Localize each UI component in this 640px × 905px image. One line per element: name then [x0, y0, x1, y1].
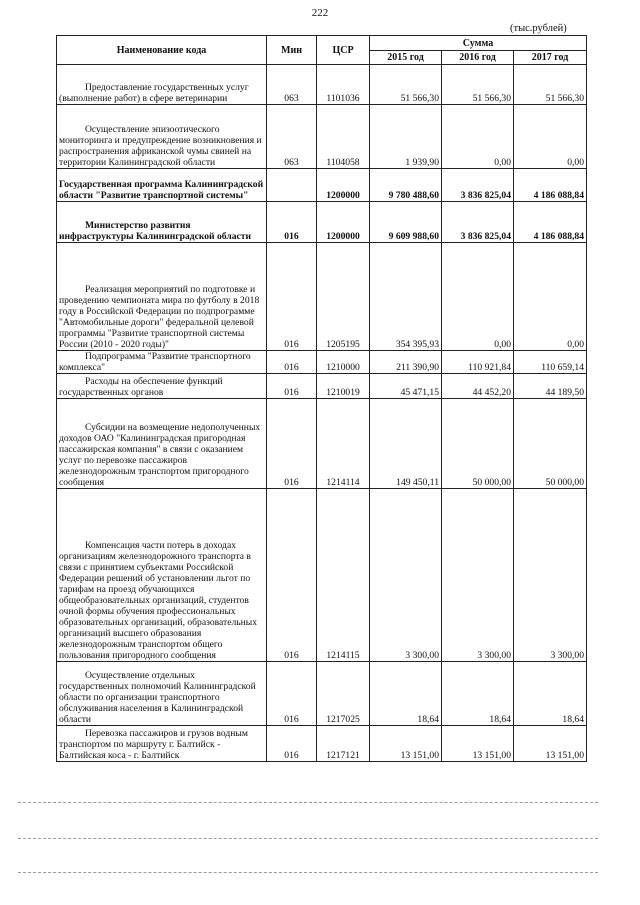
table-row: [57, 105, 587, 169]
row-csr: 1210000: [317, 351, 370, 374]
row-value-2016: 3 836 825,04: [442, 202, 514, 243]
row-name: Компенсация части потерь в доходах организациям железнодорожного транспорта в связи с принятием субъектами Российской Федерации решений об установлении льгот по тарифам на проезд обучающихся общеобразовательных организаций, студентов очной формы обучения профессиональных образовательных организаций, образовательных организаций высшего образования железнодорожным транспортом общего пользования пригородного сообщения: [57, 489, 267, 662]
row-value-2015: 13 151,00: [370, 726, 442, 762]
row-value-2015: 51 566,30: [370, 65, 442, 105]
table-row: [57, 489, 587, 662]
row-min: 016: [267, 489, 317, 662]
faint-line: [18, 838, 598, 839]
row-value-2016: 18,64: [442, 662, 514, 726]
row-name: Министерство развития инфраструктуры Калининградской области: [57, 202, 267, 243]
row-csr: 1214115: [317, 489, 370, 662]
table-row: [57, 169, 587, 202]
table-row: [57, 351, 587, 374]
row-value-2016: 44 452,20: [442, 374, 514, 399]
row-min: 063: [267, 105, 317, 169]
table-row: [57, 374, 587, 399]
row-min: 016: [267, 662, 317, 726]
units-label: (тыс.рублей): [510, 23, 567, 34]
row-name: Осуществление отдельных государственных полномочий Калининградской области по организации транспортного обслуживания населения в Калининградской области: [57, 662, 267, 726]
row-value-2015: 9 609 988,60: [370, 202, 442, 243]
row-csr: 1217121: [317, 726, 370, 762]
row-csr: 1217025: [317, 662, 370, 726]
row-value-2017: 0,00: [514, 243, 587, 351]
row-name: Предоставление государственных услуг (выполнение работ) в сфере ветеринарии: [57, 65, 267, 105]
row-min: [267, 169, 317, 202]
header-year-2016: 2016 год: [442, 51, 514, 65]
row-name: Государственная программа Калининградской области "Развитие транспортной системы": [57, 169, 267, 202]
row-value-2015: 354 395,93: [370, 243, 442, 351]
row-min: 016: [267, 243, 317, 351]
row-value-2016: 3 836 825,04: [442, 169, 514, 202]
row-value-2017: 4 186 088,84: [514, 202, 587, 243]
row-min: 016: [267, 399, 317, 489]
table-body: [57, 65, 587, 762]
row-name: Подпрограмма "Развитие транспортного комплекса": [57, 351, 267, 374]
row-min: 016: [267, 374, 317, 399]
table-row: [57, 662, 587, 726]
row-value-2017: 3 300,00: [514, 489, 587, 662]
row-name: Реализация мероприятий по подготовке и проведению чемпионата мира по футболу в 2018 году в Российской Федерации по подпрограмме "Автомобильные дороги" федеральной целевой программы "Развитие транспортной системы России (2010 - 2020 годы)": [57, 243, 267, 351]
faint-line: [18, 802, 598, 803]
row-value-2016: 50 000,00: [442, 399, 514, 489]
row-value-2016: 110 921,84: [442, 351, 514, 374]
row-csr: 1200000: [317, 202, 370, 243]
row-name: Осуществление эпизоотического мониторинга и предупреждение возникновения и распространения африканской чумы свиней на территории Калининградской области: [57, 105, 267, 169]
row-csr: 1200000: [317, 169, 370, 202]
row-value-2016: 3 300,00: [442, 489, 514, 662]
row-min: 063: [267, 65, 317, 105]
row-value-2015: 3 300,00: [370, 489, 442, 662]
row-csr: 1214114: [317, 399, 370, 489]
row-value-2017: 18,64: [514, 662, 587, 726]
row-name: Расходы на обеспечение функций государственных органов: [57, 374, 267, 399]
row-name: Субсидии на возмещение недополученных доходов ОАО "Калининградская пригородная пассажирская компания" в связи с оказанием услуг по перевозке пассажиров железнодорожным транспортом пригородного сообщения: [57, 399, 267, 489]
table-row: [57, 726, 587, 762]
row-value-2017: 13 151,00: [514, 726, 587, 762]
budget-table: [56, 35, 587, 762]
row-value-2016: 51 566,30: [442, 65, 514, 105]
row-value-2017: 110 659,14: [514, 351, 587, 374]
table-row: [57, 65, 587, 105]
header-year-2015: 2015 год: [370, 51, 442, 65]
row-value-2017: 4 186 088,84: [514, 169, 587, 202]
row-value-2016: 13 151,00: [442, 726, 514, 762]
row-value-2015: 149 450,11: [370, 399, 442, 489]
header-min: Мин: [267, 36, 317, 65]
table-row: [57, 202, 587, 243]
table-row: [57, 243, 587, 351]
row-csr: 1205195: [317, 243, 370, 351]
row-value-2017: 44 189,50: [514, 374, 587, 399]
row-csr: 1101036: [317, 65, 370, 105]
row-value-2016: 0,00: [442, 105, 514, 169]
faint-line: [18, 872, 598, 873]
row-name: Перевозка пассажиров и грузов водным транспортом по маршруту г. Балтийск - Балтийская коса - г. Балтийск: [57, 726, 267, 762]
row-value-2015: 1 939,90: [370, 105, 442, 169]
row-value-2015: 45 471,15: [370, 374, 442, 399]
header-name: Наименование кода: [57, 36, 267, 65]
table-row: [57, 399, 587, 489]
row-value-2016: 0,00: [442, 243, 514, 351]
header-sum: Сумма: [370, 36, 587, 51]
row-value-2017: 51 566,30: [514, 65, 587, 105]
row-value-2017: 0,00: [514, 105, 587, 169]
row-value-2015: 9 780 488,60: [370, 169, 442, 202]
row-value-2015: 18,64: [370, 662, 442, 726]
header-csr: ЦСР: [317, 36, 370, 65]
row-min: 016: [267, 202, 317, 243]
row-csr: 1210019: [317, 374, 370, 399]
page-number: 222: [311, 7, 329, 19]
row-value-2015: 211 390,90: [370, 351, 442, 374]
header-year-2017: 2017 год: [514, 51, 587, 65]
row-min: 016: [267, 726, 317, 762]
row-min: 016: [267, 351, 317, 374]
row-value-2017: 50 000,00: [514, 399, 587, 489]
row-csr: 1104058: [317, 105, 370, 169]
